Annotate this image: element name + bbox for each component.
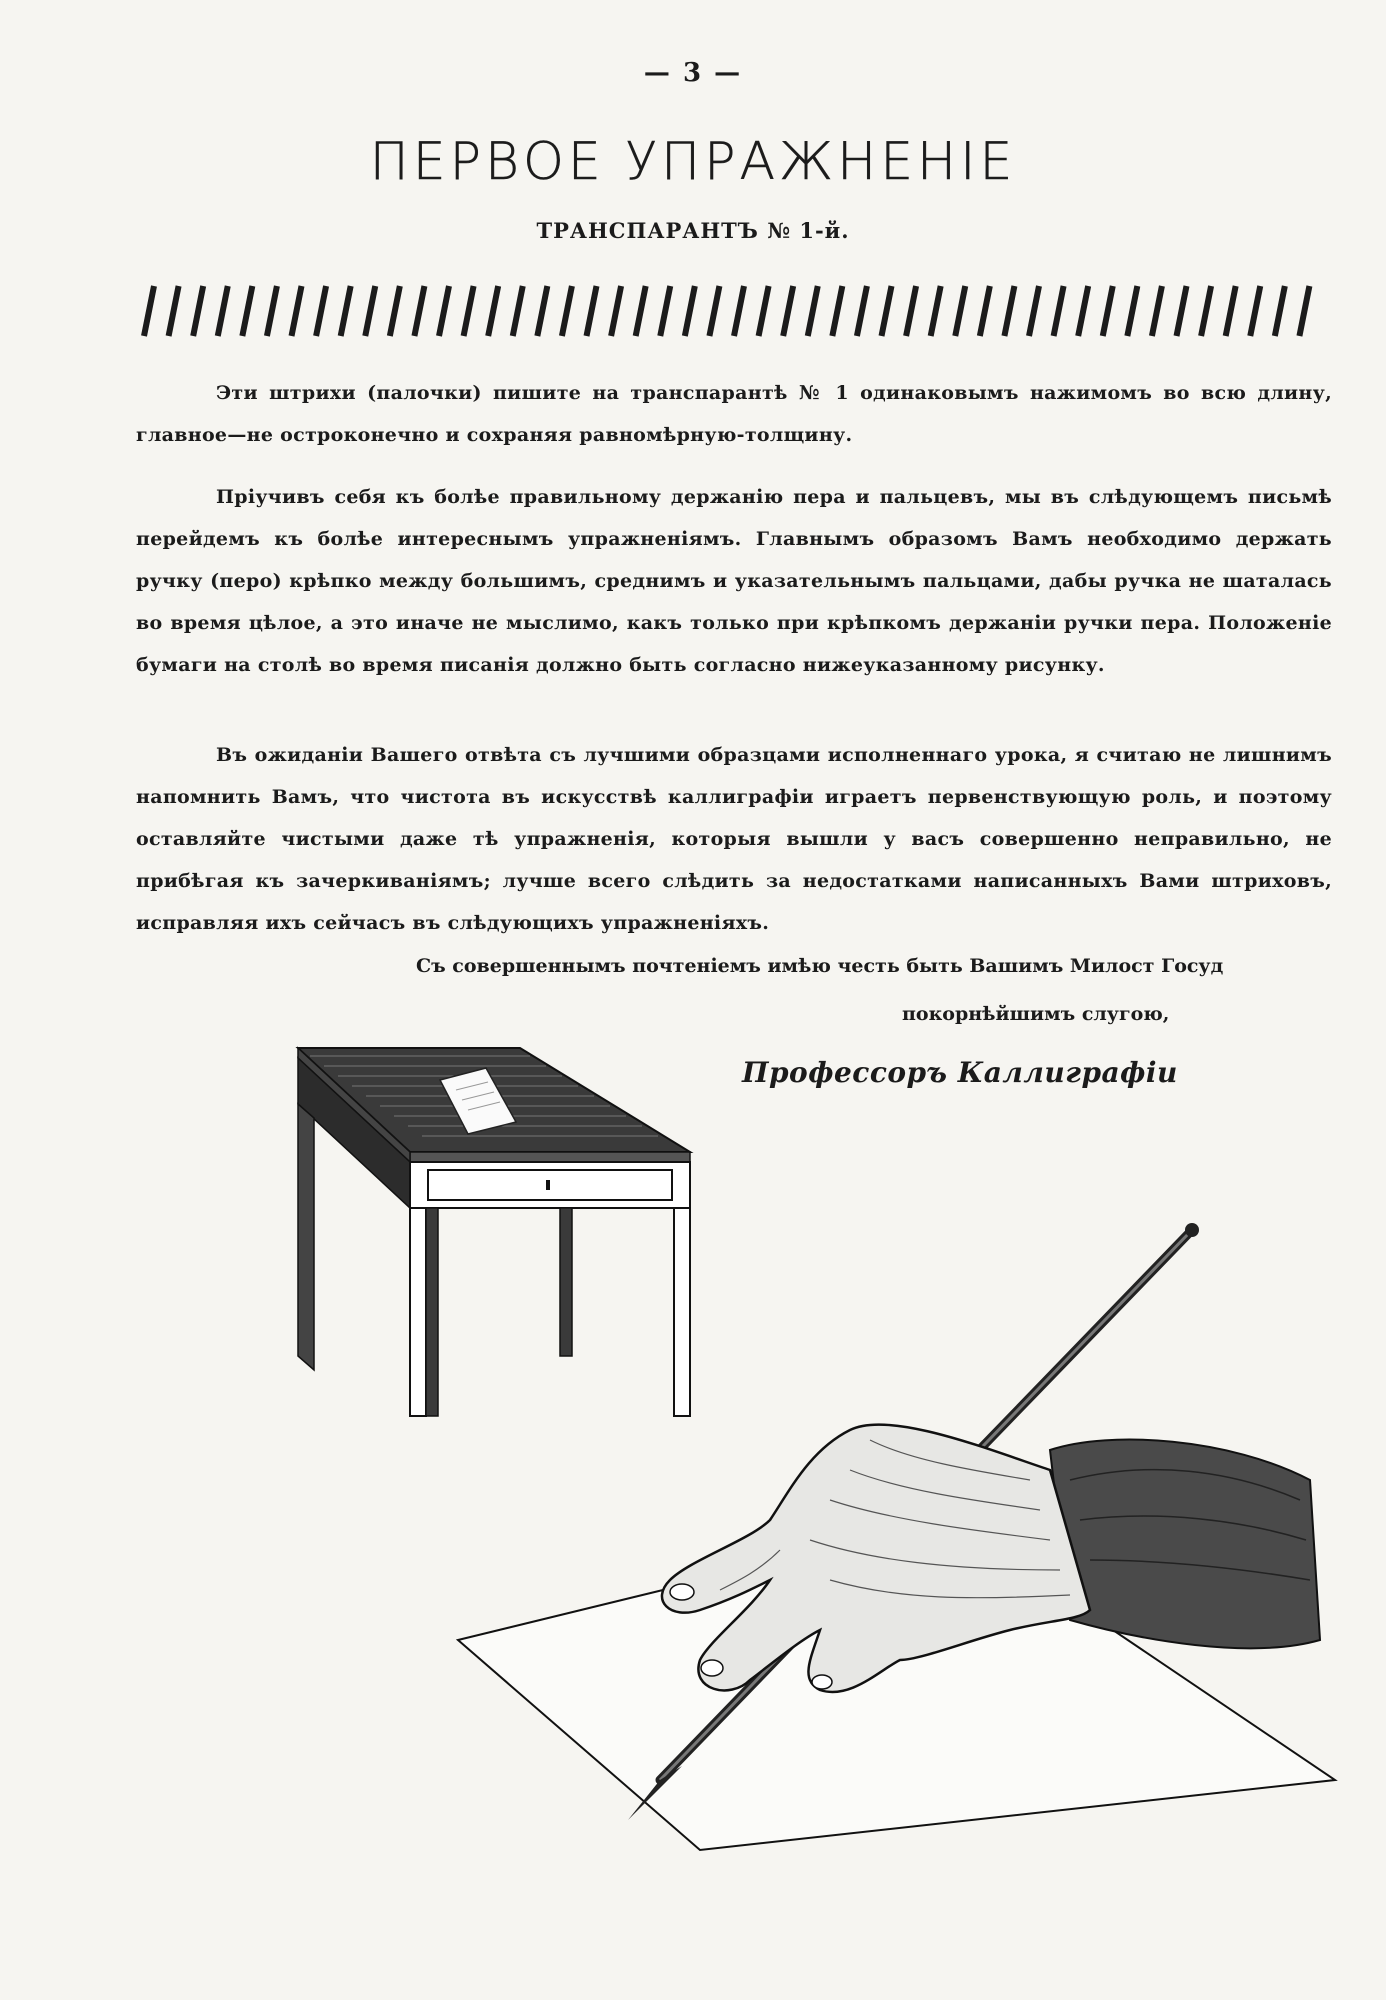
page-subtitle: ТРАНСПАРАНТЪ № 1-й. xyxy=(536,218,850,243)
slash-stroke xyxy=(587,286,597,336)
slash-stroke xyxy=(1029,286,1039,336)
signature: Профессоръ Каллиграфіи xyxy=(742,1056,1178,1089)
slash-stroke xyxy=(193,286,203,336)
slash-stroke xyxy=(611,286,621,336)
slash-stroke xyxy=(759,286,769,336)
slash-stroke xyxy=(685,286,695,336)
slash-stroke-row xyxy=(138,282,1328,340)
slash-stroke xyxy=(562,286,572,336)
slash-stroke xyxy=(783,286,793,336)
slash-stroke xyxy=(1250,286,1260,336)
slash-stroke xyxy=(1201,286,1211,336)
slash-stroke xyxy=(955,286,965,336)
slash-stroke xyxy=(169,286,179,336)
slash-stroke xyxy=(365,286,375,336)
hand-with-pen-illustration xyxy=(450,1220,1350,1920)
slash-stroke xyxy=(1177,286,1187,336)
slash-stroke xyxy=(636,286,646,336)
slash-stroke xyxy=(464,286,474,336)
page-number: — 3 — xyxy=(643,58,743,88)
slash-stroke xyxy=(857,286,867,336)
page-title-text: ПЕРВОЕ УПРАЖНЕНІЕ xyxy=(369,132,1017,192)
slash-stroke xyxy=(439,286,449,336)
slash-stroke xyxy=(341,286,351,336)
paragraph-1-text: Эти штрихи (палочки) пишите на транспарантѣ № 1 одинаковымъ нажимомъ во всю длину, главное—не остроконечно и сохраняя равномѣрную-толщину. xyxy=(136,382,1332,446)
slash-stroke xyxy=(537,286,547,336)
slash-stroke xyxy=(488,286,498,336)
page-title xyxy=(0,132,1386,192)
slash-stroke xyxy=(660,286,670,336)
slash-stroke xyxy=(808,286,818,336)
slash-stroke xyxy=(1127,286,1137,336)
slash-stroke xyxy=(218,286,228,336)
slash-stroke xyxy=(709,286,719,336)
slash-stroke xyxy=(316,286,326,336)
slash-stroke xyxy=(414,286,424,336)
slash-stroke xyxy=(267,286,277,336)
paragraph-2-text: Пріучивъ себя къ болѣе правильному держанію пера и пальцевъ, мы въ слѣдующемъ письмѣ перейдемъ къ болѣе интереснымъ упражненіямъ. Главнымъ образомъ Вамъ необходимо держать ручку (перо) крѣпко между большимъ, среднимъ и указательнымъ пальцами, дабы ручка не шаталась во время цѣлое, а это иначе не мыслимо, какъ только при крѣпкомъ держаніи ручки пера. Положеніе бумаги на столѣ во время писанія должно быть согласно нижеуказанному рисунку. xyxy=(136,486,1332,676)
slash-stroke xyxy=(1299,286,1309,336)
paragraph-2 xyxy=(136,476,1332,686)
slash-stroke xyxy=(1004,286,1014,336)
slash-stroke xyxy=(1054,286,1064,336)
closing-line: Съ совершеннымъ почтеніемъ имѣю честь быть Вашимъ Милост Госуд xyxy=(416,955,1224,977)
slash-stroke xyxy=(1275,286,1285,336)
slash-stroke xyxy=(1226,286,1236,336)
slash-stroke xyxy=(734,286,744,336)
paragraph-1 xyxy=(136,372,1332,456)
paragraph-3 xyxy=(136,734,1332,944)
slash-stroke xyxy=(144,286,154,336)
slash-stroke xyxy=(1103,286,1113,336)
slash-stroke xyxy=(1078,286,1088,336)
slash-stroke xyxy=(390,286,400,336)
closing-servant-line: покорнѣйшимъ слугою, xyxy=(902,1003,1170,1025)
paragraph-3-text: Въ ожиданіи Вашего отвѣта съ лучшими образцами исполненнаго урока, я считаю не лишнимъ напомнить Вамъ, что чистота въ искусствѣ каллиграфіи играетъ первенствующую роль, и поэтому оставляйте чистыми даже тѣ упражненія, которыя вышли у васъ совершенно неправильно, не прибѣгая къ зачеркиваніямъ; лучше всего слѣдить за недостатками написанныхъ Вами штриховъ, исправляя ихъ сейчасъ въ слѣдующихъ упражненіяхъ. xyxy=(136,744,1332,934)
slash-stroke xyxy=(980,286,990,336)
slash-stroke xyxy=(1152,286,1162,336)
slash-stroke xyxy=(242,286,252,336)
slash-stroke xyxy=(832,286,842,336)
slash-stroke xyxy=(931,286,941,336)
slash-stroke xyxy=(882,286,892,336)
slash-stroke xyxy=(292,286,302,336)
slash-stroke xyxy=(513,286,523,336)
slash-stroke xyxy=(906,286,916,336)
